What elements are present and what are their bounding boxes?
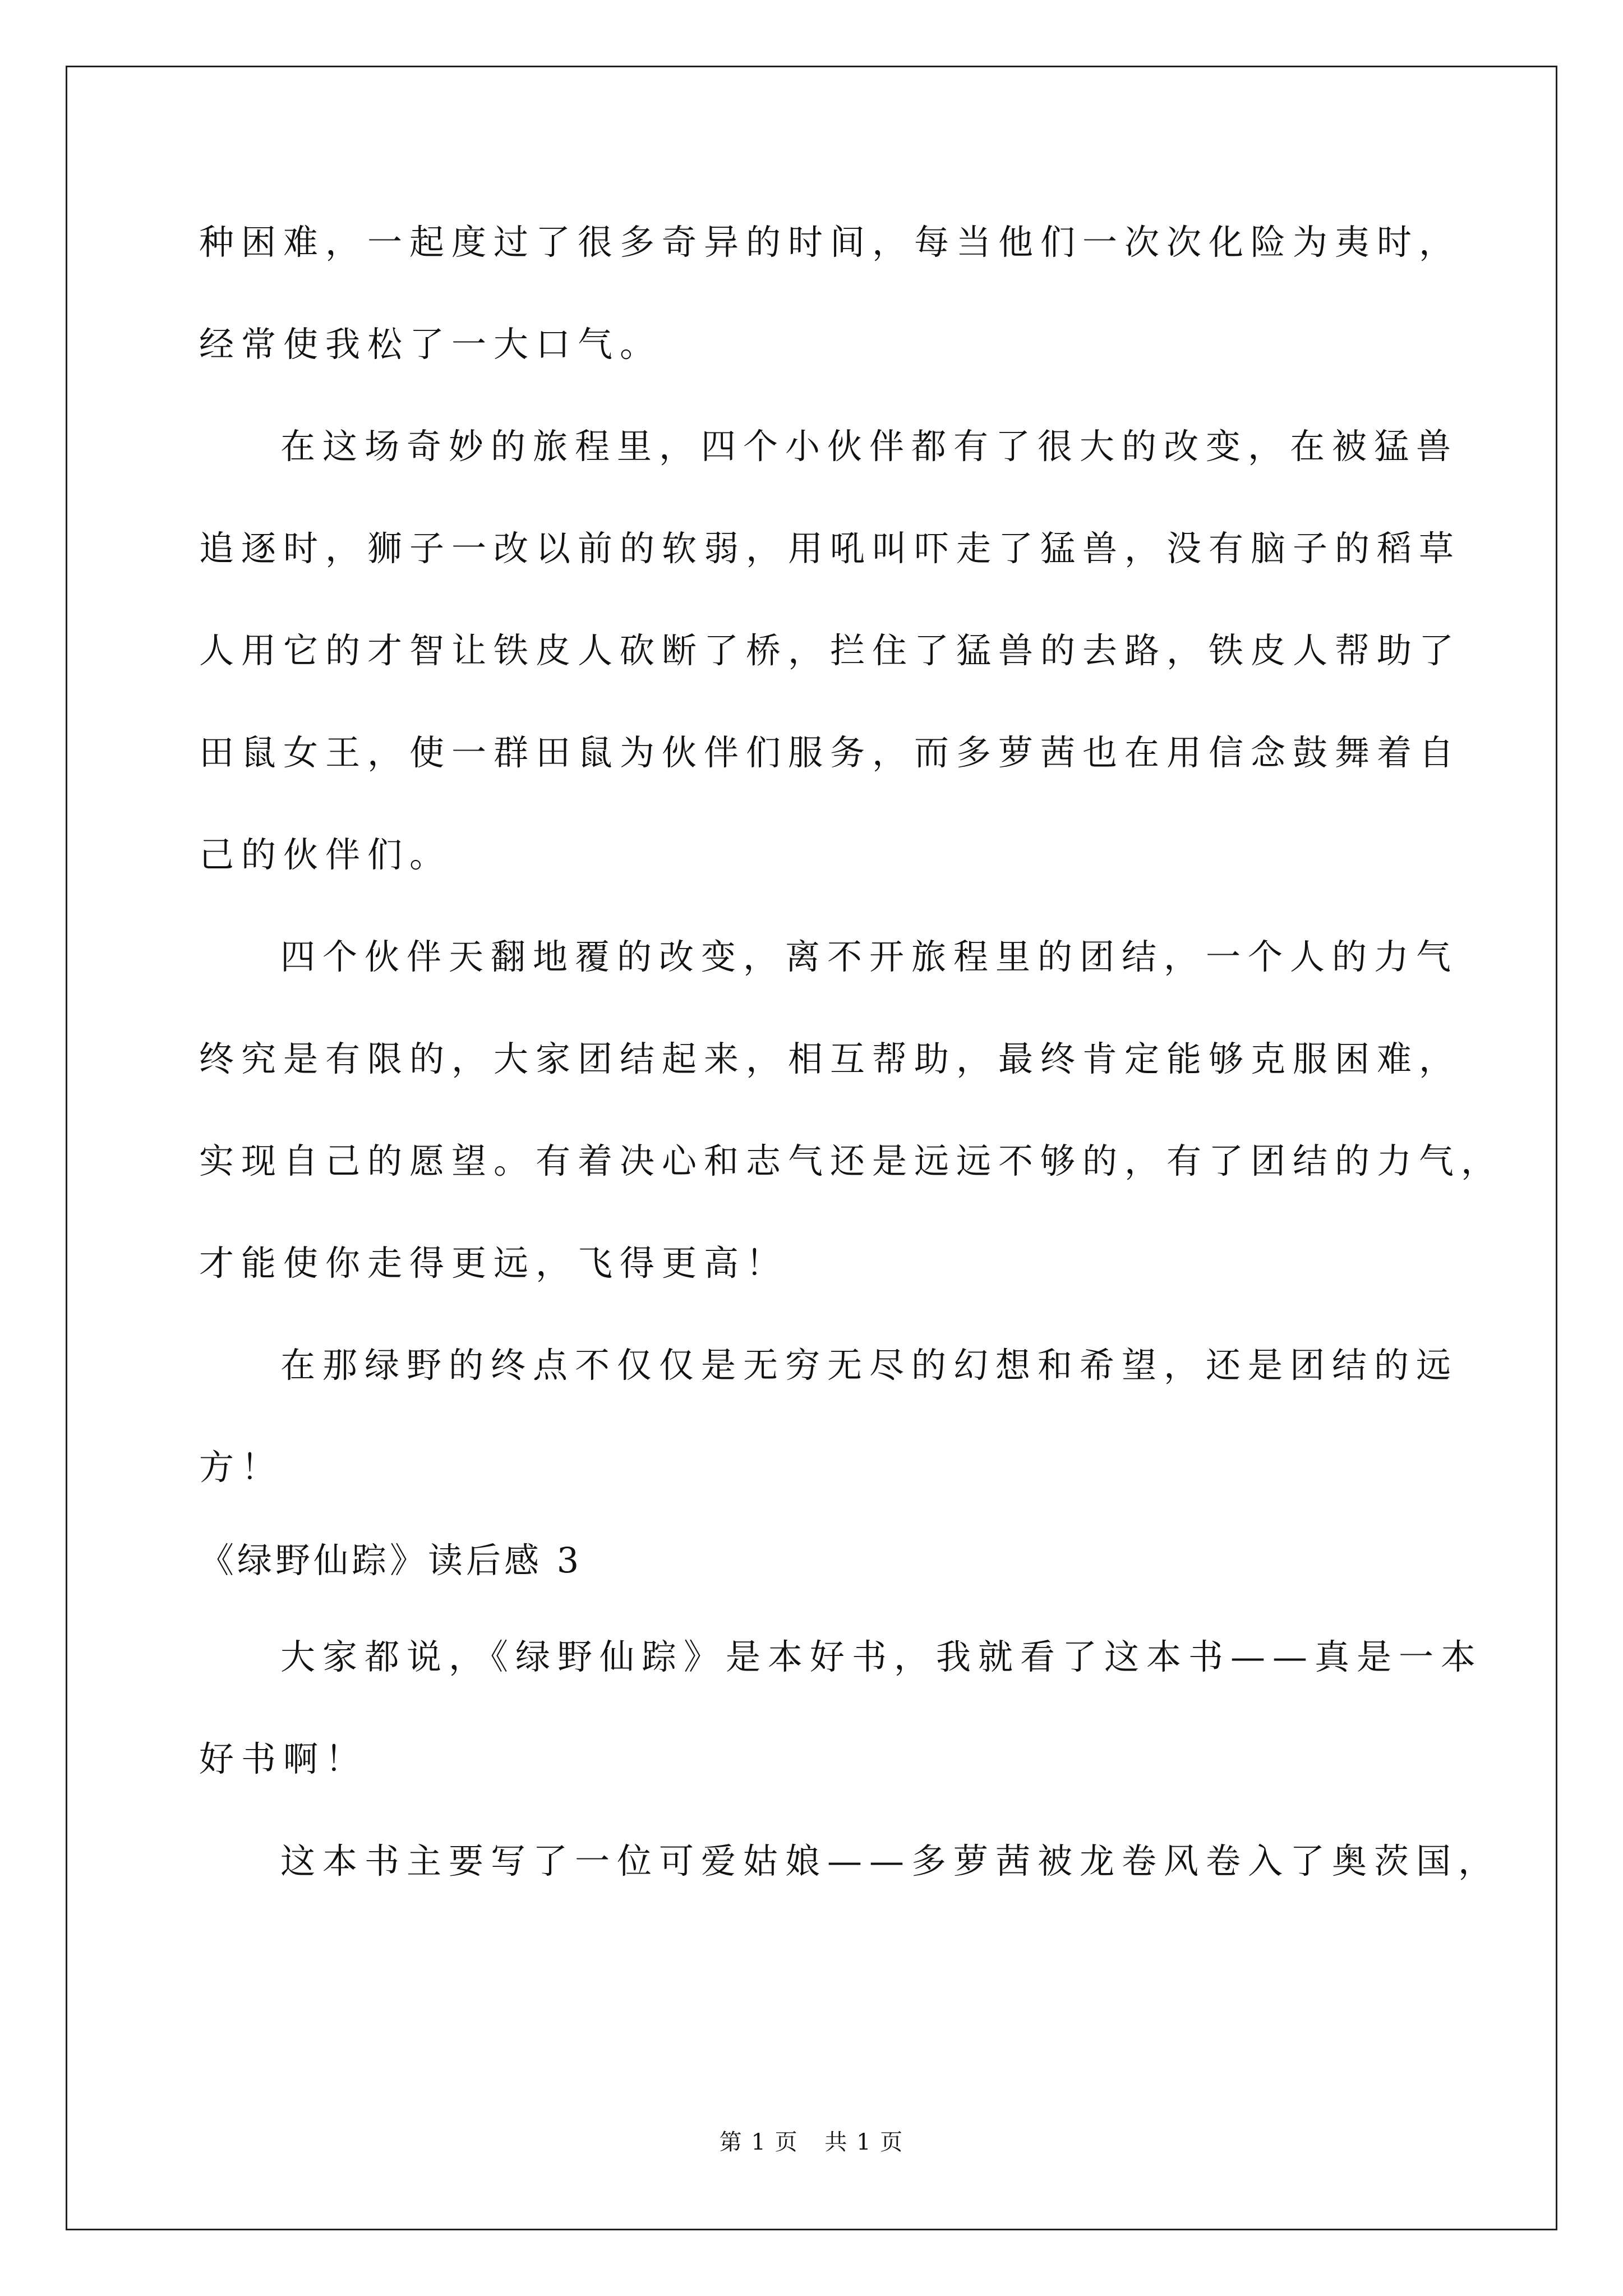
text-line: 田鼠女王，使一群田鼠为伙伴们服务，而多萝茜也在用信念鼓舞着自 (199, 732, 1461, 773)
text-line: 方！ (199, 1447, 284, 1488)
text-line: 追逐时，狮子一改以前的软弱，用吼叫吓走了猛兽，没有脑子的稻草 (199, 528, 1461, 569)
page-total: 共 1 页 (824, 2129, 904, 2155)
paragraph-start: 在这场奇妙的旅程里，四个小伙伴都有了很大的改变，在被猛兽 (280, 426, 1459, 467)
text-line: 终究是有限的，大家团结起来，相互帮助，最终肯定能够克服困难， (199, 1038, 1461, 1079)
paragraph-start: 这本书主要写了一位可爱姑娘——多萝茜被龙卷风卷入了奥茨国， (280, 1841, 1501, 1881)
section-heading: 《绿野仙踪》读后感 3 (199, 1540, 583, 1581)
page-footer (0, 2128, 1623, 2156)
paragraph-start: 在那绿野的终点不仅仅是无穷无尽的幻想和希望，还是团结的远 (280, 1345, 1459, 1386)
text-line: 种困难，一起度过了很多奇异的时间，每当他们一次次化险为夷时， (199, 222, 1461, 263)
text-line: 人用它的才智让铁皮人砍断了桥，拦住了猛兽的去路，铁皮人帮助了 (199, 630, 1461, 671)
text-line: 己的伙伴们。 (199, 834, 452, 875)
text-line: 经常使我松了一大口气。 (199, 324, 662, 365)
text-line: 实现自己的愿望。有着决心和志气还是远远不够的，有了团结的力气， (199, 1140, 1504, 1181)
paragraph-start: 大家都说，《绿野仙踪》是本好书，我就看了这本书——真是一本 (280, 1636, 1483, 1677)
paragraph-start: 四个伙伴天翻地覆的改变，离不开旅程里的团结，一个人的力气 (280, 936, 1459, 977)
text-line: 才能使你走得更远，飞得更高！ (199, 1243, 789, 1283)
text-line: 好书啊！ (199, 1738, 368, 1779)
page-number: 第 1 页 (719, 2129, 799, 2155)
